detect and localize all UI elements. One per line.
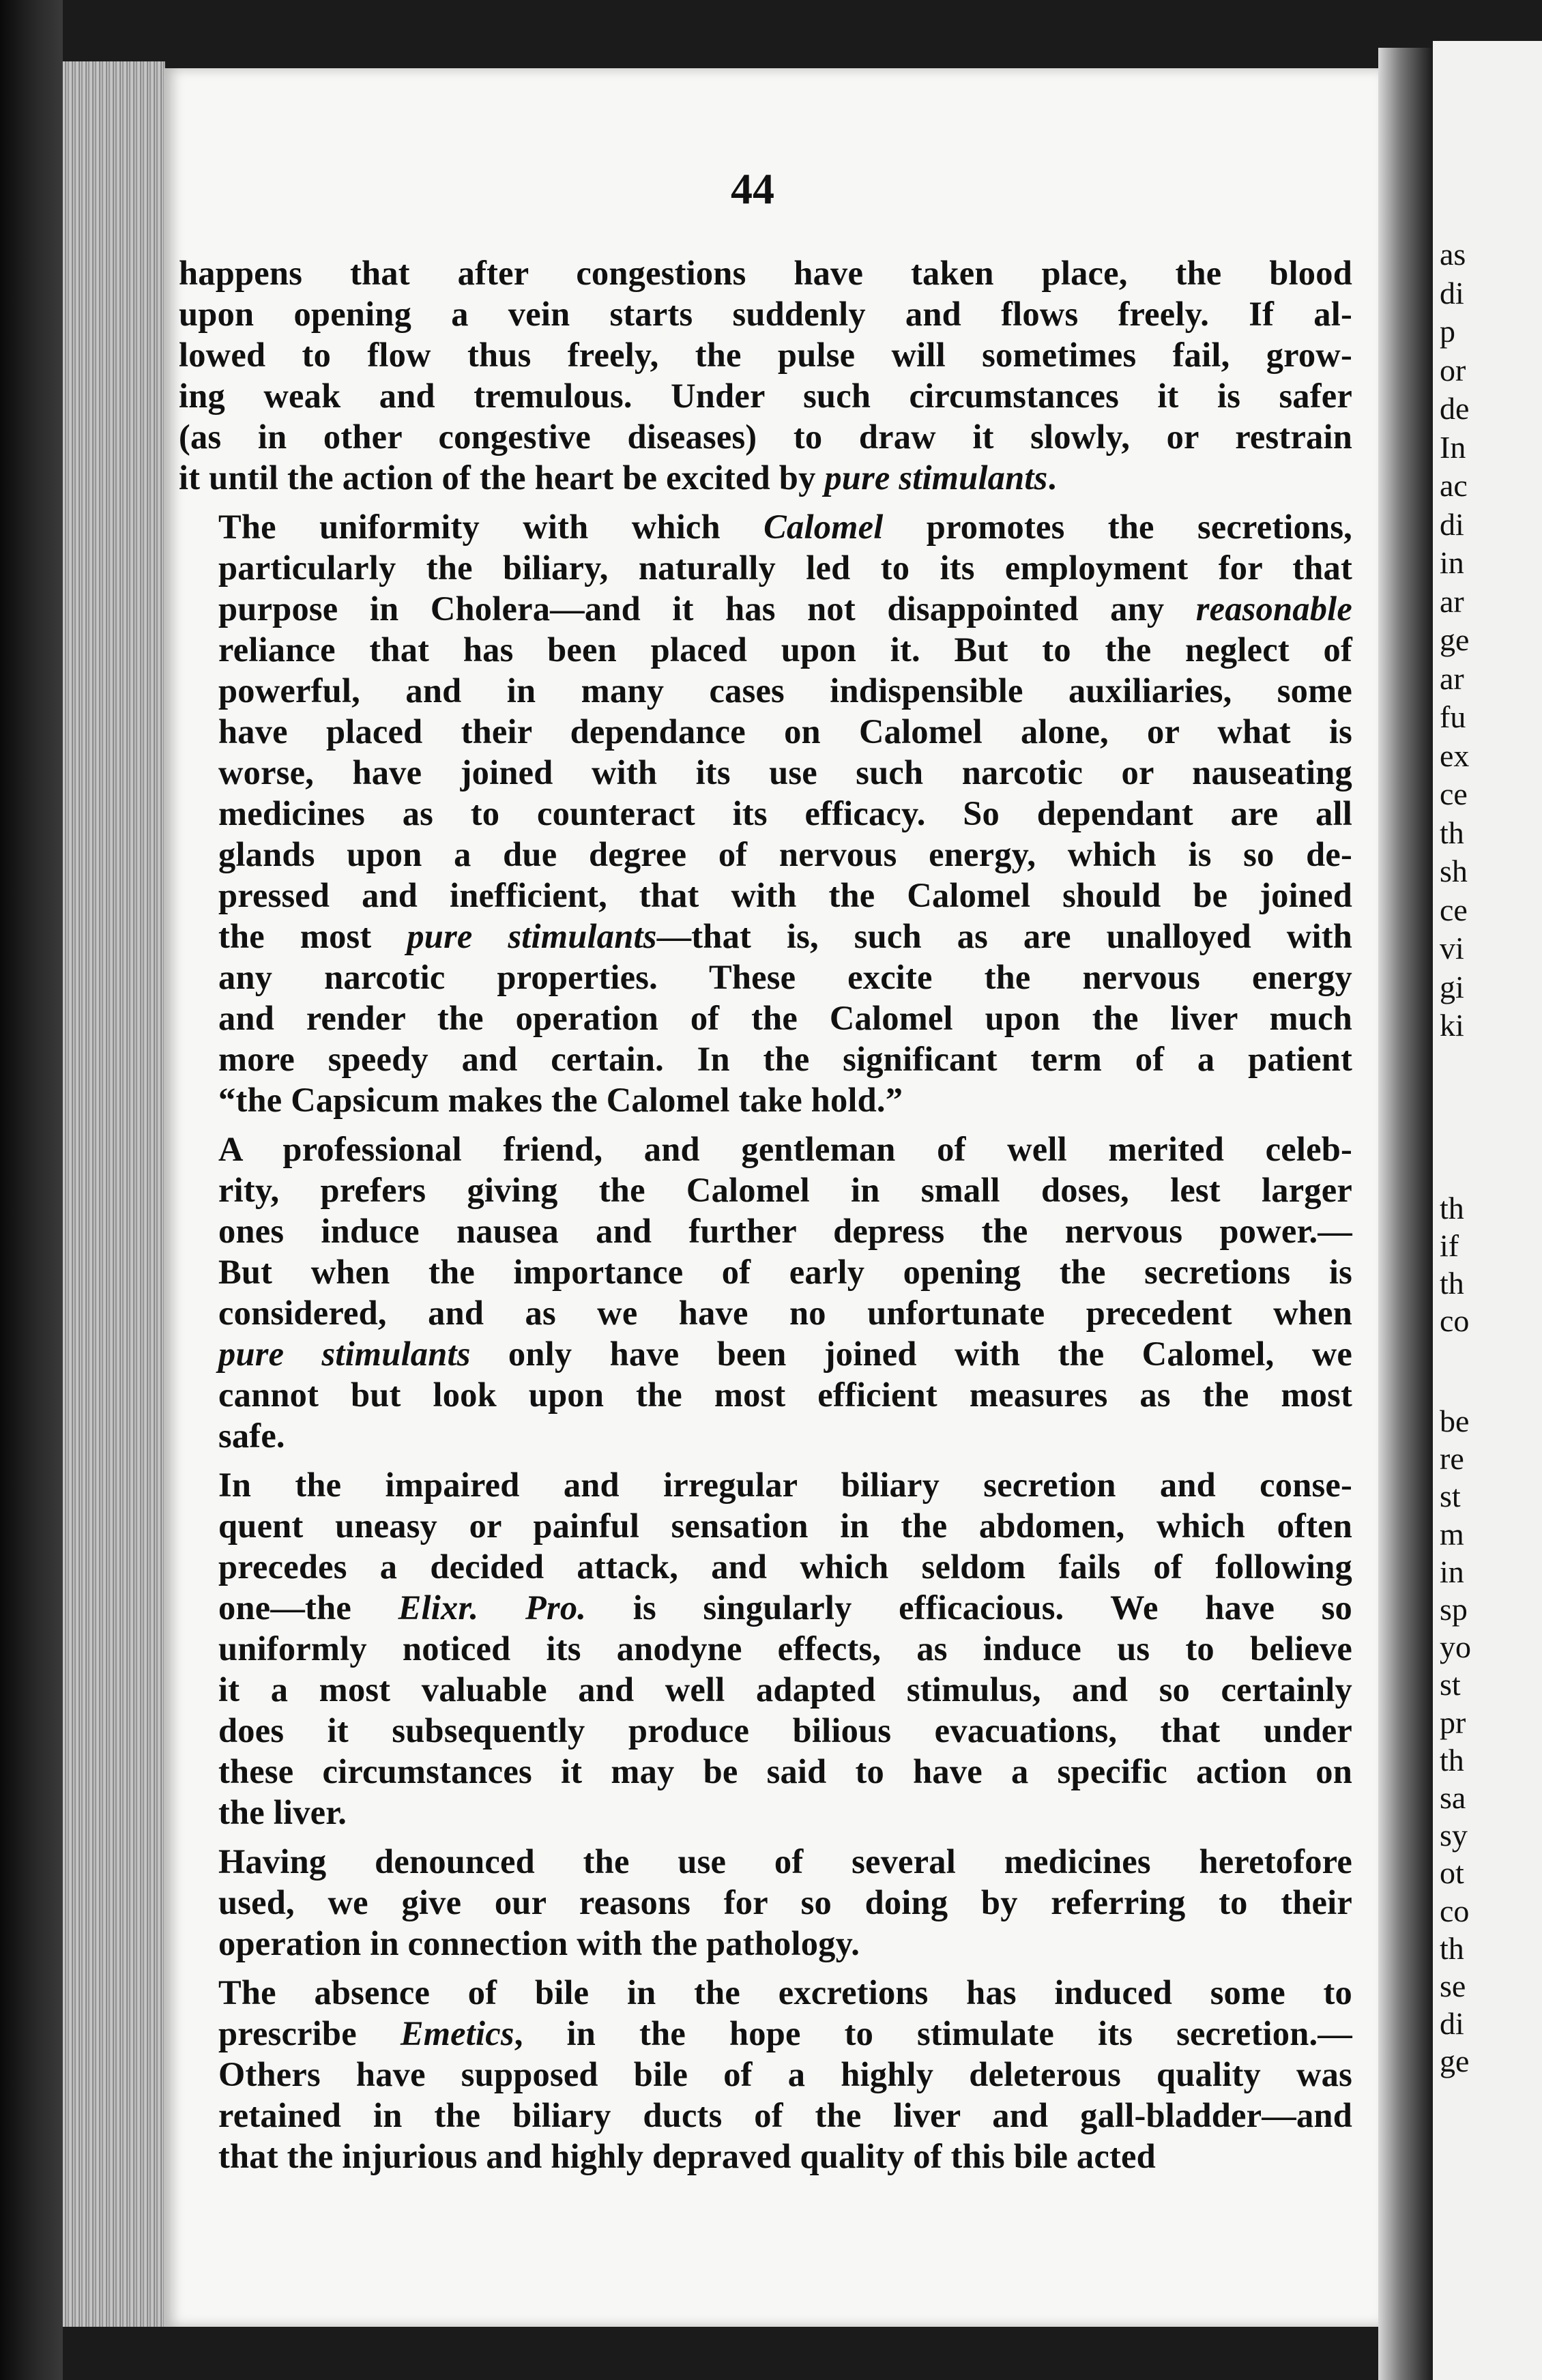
- facing-page-fragment: or: [1440, 352, 1466, 388]
- text-line: quent uneasy or painful sensation in the abdomen, which often: [218, 1507, 1352, 1545]
- facing-page-fragment: pr: [1440, 1704, 1466, 1740]
- italic-term: pure stimulants: [218, 1335, 471, 1373]
- text-line: that the injurious and highly depraved quality of this bile acted: [218, 2137, 1156, 2175]
- text-line: Having denounced the use of several medicines heretofore: [218, 1842, 1352, 1881]
- facing-page-fragment: ar: [1440, 661, 1464, 696]
- facing-page-fragment: in: [1440, 1554, 1464, 1589]
- text-line: But when the importance of early opening the secretions is: [218, 1253, 1352, 1291]
- text-line: these circumstances it may be said to have a specific action on: [218, 1752, 1352, 1790]
- paragraph: [179, 1841, 1352, 1964]
- text-line: cannot but look upon the most efficient measures as the most: [218, 1376, 1352, 1414]
- text-line: operation in connection with the pathology.: [218, 1924, 860, 1962]
- facing-page-fragment: m: [1440, 1516, 1464, 1552]
- facing-page-fragment: se: [1440, 1969, 1466, 2003]
- facing-page-fragment: th: [1440, 1930, 1464, 1966]
- text-line: one—the Elixr. Pro. is singularly efficacious. We have so: [218, 1588, 1352, 1627]
- page-edges: [63, 61, 165, 2327]
- facing-page-fragment: di: [1440, 2006, 1464, 2042]
- facing-page-fragment: di: [1440, 275, 1464, 310]
- body-text: [179, 252, 1352, 2177]
- text-line: ones induce nausea and further depress the nervous power.—: [218, 1212, 1352, 1250]
- text-line: happens that after congestions have taken place, the blood: [179, 254, 1352, 292]
- facing-page-fragment: ge: [1440, 622, 1470, 657]
- facing-page-fragment: ex: [1440, 738, 1470, 773]
- italic-term: Elixr. Pro.: [398, 1588, 587, 1627]
- text-line: upon opening a vein starts suddenly and flows freely. If al-: [179, 295, 1352, 333]
- facing-page-fragment: de: [1440, 391, 1470, 426]
- facing-page-fragment: th: [1440, 1266, 1464, 1301]
- facing-page-fragment: ki: [1440, 1008, 1464, 1043]
- text-line: any narcotic properties. These excite the nervous energy: [218, 958, 1352, 996]
- book-binding: [0, 0, 63, 2380]
- text-line: safe.: [218, 1417, 285, 1455]
- facing-page-fragment: ac: [1440, 468, 1468, 503]
- text-line: pressed and inefficient, that with the Calomel should be joined: [218, 876, 1352, 914]
- italic-term: Calomel: [763, 508, 884, 546]
- italic-term: Emetics: [400, 2014, 514, 2052]
- facing-page-fragment: sy: [1440, 1818, 1468, 1853]
- text-line: particularly the biliary, naturally led to its employment for that: [218, 549, 1352, 587]
- italic-term: pure stimulants: [407, 917, 657, 955]
- facing-page-fragment: sh: [1440, 854, 1468, 888]
- text-line: “the Capsicum makes the Calomel take hold.”: [218, 1081, 903, 1119]
- facing-page-fragment: co: [1440, 1303, 1470, 1338]
- facing-page-fragment: be: [1440, 1404, 1470, 1438]
- italic-term: pure stimulants: [824, 459, 1048, 497]
- text-line: The uniformity with which Calomel promotes the secretions,: [218, 508, 1353, 546]
- text-line: used, we give our reasons for so doing by referring to their: [218, 1883, 1352, 1921]
- text-line: ing weak and tremulous. Under such circumstances it is safer: [179, 377, 1352, 415]
- facing-page-fragment: sa: [1440, 1780, 1466, 1815]
- text-line: powerful, and in many cases indispensible auxiliaries, some: [218, 671, 1352, 710]
- facing-page-fragment: di: [1440, 506, 1464, 542]
- text-line: rity, prefers giving the Calomel in small doses, lest larger: [218, 1171, 1352, 1209]
- facing-page-fragment: ce: [1440, 892, 1468, 927]
- facing-page-fragment: ce: [1440, 777, 1468, 811]
- facing-page-fragment: vi: [1440, 931, 1464, 966]
- text-line: pure stimulants only have been joined with the Calomel, we: [218, 1335, 1352, 1373]
- facing-page-fragment: p: [1440, 314, 1455, 349]
- text-line: and render the operation of the Calomel upon the liver much: [218, 999, 1352, 1037]
- facing-page-fragment: re: [1440, 1441, 1464, 1477]
- text-line: does it subsequently produce bilious evacuations, that under: [218, 1711, 1352, 1750]
- text-line: uniformly noticed its anodyne effects, as induce us to believe: [218, 1629, 1352, 1668]
- facing-page-fragment: st: [1440, 1479, 1461, 1514]
- facing-page-fragment: in: [1440, 545, 1464, 580]
- text-line: medicines as to counteract its efficacy. So dependant are all: [218, 794, 1352, 832]
- facing-page-fragment: as: [1440, 237, 1466, 272]
- text-line: the liver.: [218, 1793, 347, 1831]
- text-line: retained in the biliary ducts of the liver and gall-bladder—and: [218, 2096, 1352, 2134]
- text-line: reliance that has been placed upon it. But to the neglect of: [218, 630, 1352, 669]
- facing-page-fragment: th: [1440, 1191, 1464, 1225]
- paragraph: [179, 506, 1352, 1120]
- text-line: purpose in Cholera—and it has not disappointed any reasonable: [218, 590, 1352, 628]
- facing-page-fragment: fu: [1440, 699, 1466, 734]
- italic-term: reasonable: [1195, 590, 1352, 628]
- text-line: (as in other congestive diseases) to draw it slowly, or restrain: [179, 418, 1352, 456]
- text-line: precedes a decided attack, and which seldom fails of following: [218, 1548, 1352, 1586]
- text-line: have placed their dependance on Calomel alone, or what is: [218, 712, 1352, 751]
- text-line: more speedy and certain. In the significant term of a patient: [218, 1040, 1352, 1078]
- facing-page-fragment: th: [1440, 1742, 1464, 1777]
- text-line: worse, have joined with its use such narcotic or nauseating: [218, 753, 1352, 792]
- paragraph: [179, 1972, 1352, 2177]
- facing-page-fragment: ar: [1440, 583, 1464, 619]
- text-line: A professional friend, and gentleman of well merited celeb-: [218, 1130, 1352, 1168]
- text-line: glands upon a due degree of nervous energy, which is so de-: [218, 835, 1352, 873]
- text-line: the most pure stimulants—that is, such as are unalloyed with: [218, 917, 1352, 955]
- facing-page-fragment: st: [1440, 1667, 1461, 1702]
- page-gutter: [1378, 48, 1433, 2380]
- facing-page-fragment: sp: [1440, 1592, 1468, 1627]
- paragraph: [179, 252, 1352, 498]
- text-line: lowed to flow thus freely, the pulse will sometimes fail, grow-: [179, 336, 1352, 374]
- page-number: 44: [731, 164, 774, 213]
- facing-page-fragment: if: [1440, 1228, 1459, 1263]
- text-line: In the impaired and irregular biliary secretion and conse-: [218, 1466, 1352, 1504]
- text-line: it until the action of the heart be excited by pure stimulants.: [179, 459, 1057, 497]
- facing-page-fragment: co: [1440, 1893, 1470, 1928]
- text-line: considered, and as we have no unfortunate precedent when: [218, 1294, 1352, 1332]
- facing-page-fragment: ot: [1440, 1855, 1464, 1891]
- facing-page-fragment: In: [1440, 429, 1466, 465]
- facing-page-fragment: gi: [1440, 969, 1464, 1004]
- text-line: prescribe Emetics, in the hope to stimulate its secretion.—: [218, 2014, 1352, 2052]
- text-line: it a most valuable and well adapted stimulus, and so certainly: [218, 1670, 1352, 1709]
- paragraph: [179, 1129, 1352, 1456]
- paragraph: [179, 1464, 1352, 1833]
- text-line: The absence of bile in the excretions has induced some to: [218, 1973, 1352, 2012]
- facing-page-fragment: th: [1440, 815, 1464, 850]
- facing-page-fragment: yo: [1440, 1629, 1471, 1665]
- facing-page-fragment: ge: [1440, 2044, 1470, 2079]
- text-line: Others have supposed bile of a highly deleterous quality was: [218, 2055, 1352, 2093]
